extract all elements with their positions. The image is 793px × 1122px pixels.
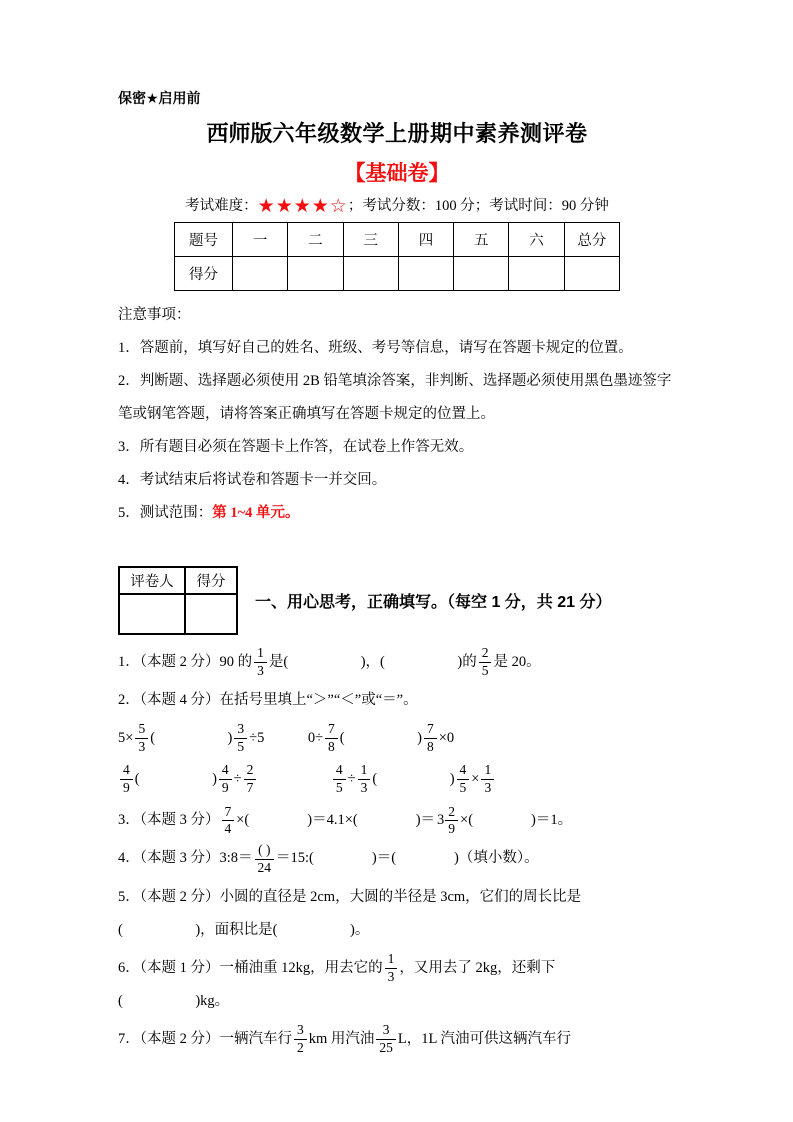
note-item-2 [118, 365, 676, 431]
fraction-stack [325, 722, 338, 755]
score-table-col-5: 五 [454, 222, 509, 256]
question-2-line [118, 722, 676, 755]
numerator: 2 [479, 646, 492, 663]
page-title [118, 121, 676, 147]
text-run: 2．判断题、选择题必须使用 2B 铅笔填涂答案，非判断、选择题必须使用黑色墨迹签字笔或钢笔答题，请将答案正确填写在答题卡规定的位置上。 [118, 372, 672, 422]
numerator: 2 [445, 805, 458, 822]
numerator: 5 [135, 722, 148, 739]
text-run: 3．所有题目必须在答题卡上作答，在试卷上作答无效。 [118, 438, 474, 455]
fraction-stack [244, 763, 257, 796]
denominator: 8 [426, 739, 434, 755]
fraction [222, 804, 235, 837]
question-4-line [118, 842, 676, 875]
note-item-3 [118, 431, 676, 464]
score-table-col-label: 题号 [175, 222, 233, 256]
score-table-col-1: 一 [233, 222, 288, 256]
score-table [174, 222, 620, 291]
fraction [479, 646, 492, 679]
fraction [219, 763, 232, 796]
text-run: 1．（本题 2 分）90 的 [118, 653, 253, 670]
denominator: 25 [379, 1040, 393, 1056]
denominator: 24 [257, 859, 272, 875]
fraction-stack [234, 722, 247, 755]
numerator: 4 [333, 763, 346, 780]
text-run: ×( )＝1。 [460, 812, 573, 829]
text-run: ÷5 0÷ [249, 729, 324, 746]
question-2-line [118, 684, 676, 717]
text-run [258, 771, 331, 787]
fraction [255, 843, 275, 876]
numerator: 3 [294, 1023, 307, 1040]
fraction-stack [358, 763, 371, 796]
note-item-5 [118, 497, 676, 530]
title-main: 六年级数学上册期中素养测评卷 [272, 121, 588, 146]
question-7-line [118, 1023, 676, 1056]
numerator: 1 [254, 646, 267, 663]
fraction [294, 1023, 307, 1056]
score-blank-cell [509, 256, 564, 290]
confidential-label: 保密★启用前 [118, 90, 201, 106]
score-table-col-total: 总分 [564, 222, 619, 256]
fraction-stack [457, 763, 470, 796]
title-prefix: 西师版 [206, 121, 273, 146]
grader-table-blank-row [119, 594, 237, 634]
text-run: ( ) [150, 729, 233, 746]
text-run: 7．（本题 2 分）一辆汽车行 [118, 1030, 292, 1047]
fraction [135, 722, 148, 755]
fraction [244, 763, 257, 796]
score-table-col-6: 六 [509, 222, 564, 256]
fraction-stack [120, 763, 133, 796]
numerator: 3 [234, 722, 247, 739]
denominator: 7 [246, 780, 254, 796]
fraction-stack [294, 1023, 307, 1056]
subtitle-basic-volume: 【基础卷】 [344, 162, 450, 186]
fraction-stack [333, 763, 346, 796]
numerator: 1 [481, 763, 494, 780]
questions [118, 646, 676, 1056]
denominator: 3 [257, 662, 264, 678]
score-blank-cell [398, 256, 453, 290]
mixed-number [437, 804, 458, 837]
score-table-header-row [175, 222, 620, 256]
text-run: ÷ [233, 770, 242, 787]
question-1-line [118, 646, 676, 679]
text-run: 5× [118, 729, 134, 746]
fraction [333, 763, 346, 796]
text-run: 5．测试范围： [118, 504, 213, 521]
text-run: × [471, 770, 480, 787]
question-6-line [118, 952, 676, 1018]
fraction-stack [376, 1023, 396, 1056]
denominator: 5 [481, 662, 489, 678]
note-item-1 [118, 332, 676, 365]
score-table-col-2: 二 [288, 222, 343, 256]
denominator: 3 [484, 780, 492, 796]
text-run: 4．（本题 3 分）3:8＝ [118, 850, 253, 867]
text-run: km 用汽油 [308, 1030, 375, 1047]
denominator: 4 [224, 821, 232, 837]
numerator: 4 [219, 763, 232, 780]
numerator: 1 [358, 763, 371, 780]
numerator: 4 [457, 763, 470, 780]
text-run: ( ) [134, 770, 217, 787]
denominator: 5 [237, 739, 245, 755]
section-one-header-row [118, 566, 676, 635]
denominator: 3 [387, 968, 395, 984]
fraction [358, 763, 371, 796]
text-run: ，又用去了 2kg，还剩下 [399, 959, 556, 976]
denominator: 8 [328, 739, 335, 755]
grader-col-label: 评卷人 [119, 567, 185, 594]
question-5-line [118, 881, 676, 947]
text-run: ( )kg。 [118, 992, 230, 1009]
fraction [120, 763, 133, 796]
score-col-label: 得分 [185, 567, 237, 594]
text-run: 5．（本题 2 分）小圆的直径是 2cm，大圆的半径是 3cm，它们的周长比是 [118, 888, 582, 905]
text-run: ( ) [339, 729, 422, 746]
fraction-stack [254, 646, 267, 679]
denominator: 2 [297, 1040, 304, 1056]
grader-table-header-row [119, 567, 237, 594]
numerator: 7 [424, 722, 437, 739]
grader-table [118, 566, 238, 635]
numerator: 4 [120, 763, 133, 780]
numerator: 7 [325, 722, 338, 739]
numerator: ( ) [255, 843, 275, 860]
score-blank-cell [564, 256, 619, 290]
score-time-text: ；考试分数：100 分；考试时间：90 分钟 [347, 197, 609, 214]
fraction-stack [385, 952, 398, 985]
notes-section [118, 299, 676, 530]
numerator: 7 [222, 805, 235, 822]
denominator: 9 [221, 780, 229, 796]
fraction [234, 722, 247, 755]
denominator: 9 [123, 780, 130, 796]
fraction [376, 1023, 396, 1056]
text-run: 6．（本题 1 分）一桶油重 12kg，用去它的 [118, 959, 383, 976]
fraction [481, 763, 494, 796]
score-blank-cell [185, 594, 237, 634]
fraction [325, 722, 338, 755]
text-run: 3．（本题 3 分） [118, 812, 220, 829]
score-blank-cell [288, 256, 343, 290]
numerator: 1 [385, 952, 398, 969]
score-table-col-3: 三 [343, 222, 398, 256]
text-run: ×0 [438, 729, 455, 746]
denominator: 3 [360, 780, 368, 796]
fraction-stack [219, 763, 232, 796]
fraction-stack [481, 763, 494, 796]
text-run: ＝15:( )＝( )（填小数）。 [276, 850, 539, 867]
fraction-stack [479, 646, 492, 679]
score-blank-cell [343, 256, 398, 290]
score-table-col-4: 四 [398, 222, 453, 256]
notes-title: 注意事项： [118, 306, 191, 323]
denominator: 5 [459, 780, 467, 796]
text-run: 是 20。 [493, 653, 541, 670]
note-item-4 [118, 464, 676, 497]
section-one-heading: 一、用心思考，正确填写。（每空 1 分，共 21 分） [255, 593, 612, 611]
text-run: ( )，面积比是( )。 [118, 921, 370, 938]
fraction-stack [255, 843, 275, 876]
fraction [424, 722, 437, 755]
numerator: 2 [244, 763, 257, 780]
numerator: 3 [376, 1023, 396, 1040]
fraction-stack [424, 722, 437, 755]
fraction [457, 763, 470, 796]
score-blank-cell [233, 256, 288, 290]
fraction-stack [445, 805, 458, 838]
text-run: 1．答题前，填写好自己的姓名、班级、考号等信息，请写在答题卡规定的位置。 [118, 339, 633, 356]
denominator: 3 [138, 739, 146, 755]
fraction-stack [222, 805, 235, 838]
text-run: L，1L 汽油可供这辆汽车行 [397, 1030, 571, 1047]
score-row-label: 得分 [175, 256, 233, 290]
text-run: ( ) [372, 770, 455, 787]
question-3-line [118, 804, 676, 837]
whole-part: 3 [437, 812, 445, 829]
text-run: 是( )，( )的 [268, 653, 477, 670]
score-table-score-row [175, 256, 620, 290]
difficulty-label: 考试难度： [185, 197, 258, 214]
fraction-stack [135, 722, 148, 755]
denominator: 5 [335, 780, 343, 796]
fraction [385, 952, 398, 985]
text-run: ×( )＝4.1×( )＝ [236, 812, 436, 829]
highlight-red-text: 第 1~4 单元。 [212, 504, 300, 521]
difficulty-stars-icon: ★★★★☆ [257, 194, 348, 217]
text-run: ÷ [347, 770, 356, 787]
text-run: 2．（本题 4 分）在括号里填上“＞”“＜”或“＝”。 [118, 691, 418, 708]
denominator: 9 [448, 821, 456, 837]
text-run: 4．考试结束后将试卷和答题卡一并交回。 [118, 471, 387, 488]
score-blank-cell [454, 256, 509, 290]
question-2-line [118, 763, 676, 796]
exam-meta-line [118, 194, 676, 217]
fraction [254, 646, 267, 679]
grader-blank-cell [119, 594, 185, 634]
